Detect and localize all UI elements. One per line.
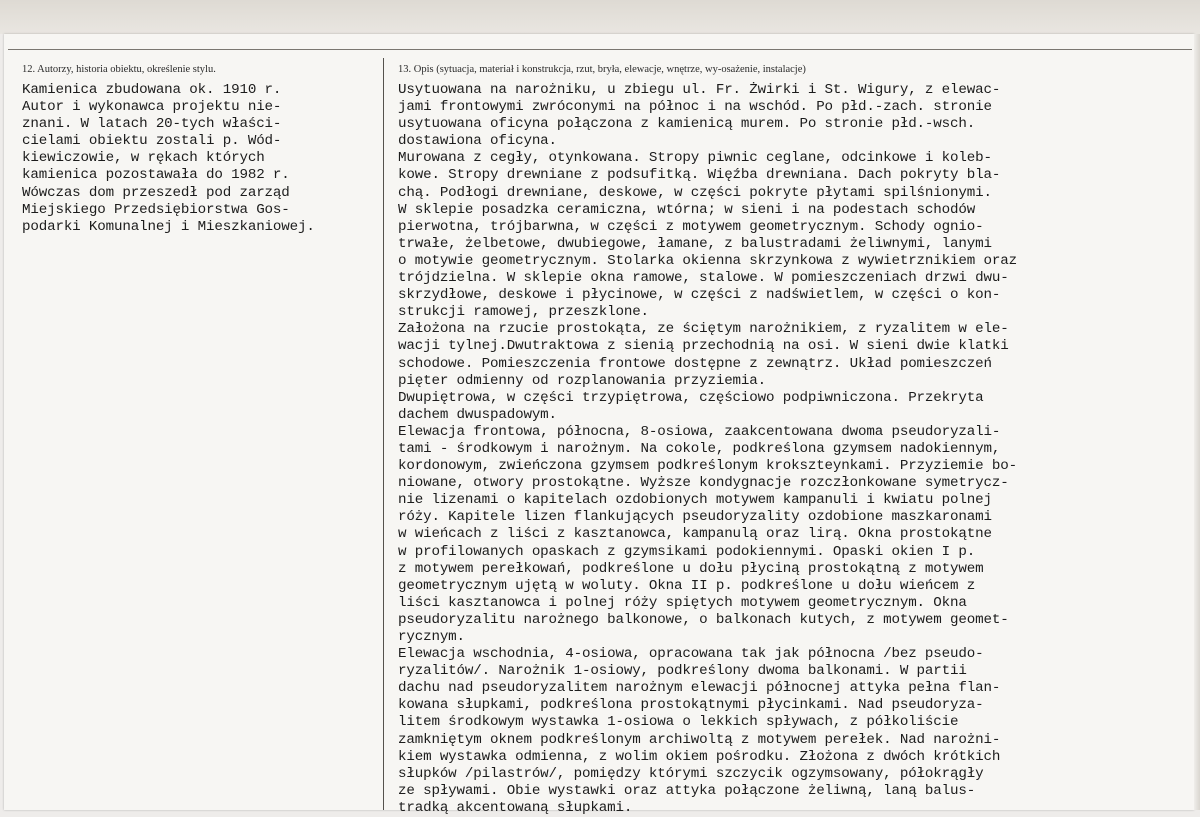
page-top-edge (0, 0, 1200, 34)
section-12-text: Kamienica zbudowana ok. 1910 r. Autor i wykonawca projektu nie- znani. W latach 20-tych właści- cielami obiektu zostali p. Wód- kiewiczowie, w rękach których kamienica pozostawała do 1982 r. Wówczas dom przeszedł pod zarząd Miejskiego Przedsiębiorstwa Gos- podarki Komunalnej i Mieszkaniowej. (22, 82, 315, 235)
section-12-heading: 12. Autorzy, historia obiektu, określenie stylu. (22, 64, 216, 75)
section-13-heading: 13. Opis (sytuacja, materiał i konstrukcja, rzut, bryła, elewacje, wnętrze, wy-osażenie, instalacje) (398, 64, 806, 75)
section-13-text: Usytuowana na narożniku, u zbiegu ul. Fr. Żwirki i St. Wigury, z elewac- jami frontowymi zwróconymi na północ i na wschód. Po płd.-zach. stronie usytuowana oficyna połączona z kamienicą murem. Po stronie płd.-wsch. dostawiona oficyna. Murowana z cegły, otynkowana. Stropy piwnic ceglane, odcinkowe i koleb- kowe. Stropy drewniane z podsufitką. Więźba drewniana. Dach pokryty bla- chą. Podłogi drewniane, deskowe, w części pokryte płytami spilśnionymi. W sklepie posadzka ceramiczna, wtórna; w sieni i na podestach schodów pierwotna, trójbarwna, w części z motywem geometrycznym. Schody ognio- trwałe, żelbetowe, dwubiegowe, łamane, z balustradami żeliwnymi, lanymi o motywie geometrycznym. Stolarka okienna skrzynkowa z wywietrznikiem oraz trójdzielna. W sklepie okna ramowe, stalowe. W pomieszczeniach drzwi dwu- skrzydłowe, deskowe i płycinowe, w części z nadświetlem, w części o kon- strukcji ramowej, przeszklone. Założona na rzucie prostokąta, ze ściętym narożnikiem, z ryzalitem w ele- wacji tylnej.Dwutraktowa z sienią przechodnią na osi. W sieni dwie klatki schodowe. Pomieszczenia frontowe dostępne z zewnątrz. Układ pomieszczeń pięter odmienny od rozplanowania przyziemia. Dwupiętrowa, w części trzypiętrowa, częściowo podpiwniczona. Przekryta dachem dwuspadowym. Elewacja frontowa, północna, 8-osiowa, zaakcentowana dwoma pseudoryzali- tami - środkowym i narożnym. Na cokole, podkreślona gzymsem nadokiennym, kordonowym, zwieńczona gzymsem podkreślonym krokszteynkami. Przyziemie bo- niowane, otwory prostokątne. Wyższe kondygnacje rozczłonkowane symetrycz- nie lizenami o kapitelach ozdobionych motywem kampanuli i kwiatu polnej róży. Kapitele lizen flankujących pseudoryzality ozdobione maszkaronami w wieńcach z liści z kasztanowca, kampanulą oraz lirą. Okna prostokątne w profilowanych opaskach z gzymsikami podokiennymi. Opaski okien I p. z motywem perełkowań, podkreślone u dołu płyciną prostokątną z motywem geometrycznym ujętą w woluty. Okna II p. podkreślone u dołu wieńcem z liści kasztanowca i polnej róży spiętych motywem geometrycznym. Okna pseudoryzalitu narożnego balkonowe, o balkonach kutych, z motywem geomet- rycznym. Elewacja wschodnia, 4-osiowa, opracowana tak jak północna /bez pseudo- ryzalitów/. Narożnik 1-osiowy, podkreślony dwoma balkonami. W partii dachu nad pseudoryzalitem narożnym elewacji północnej attyka pełna flan- kowana słupkami, podkreślona prostokątnymi płycinkami. Nad pseudoryza- litem środkowym wystawka 1-osiowa o lekkich spływach, z półkoliście zamkniętym oknem podkreślonym archiwoltą z motywem perełek. Nad narożni- kiem wystawka odmienna, z wolim okiem pośrodku. Złożona z dwóch krótkich słupków /pilastrów/, pomiędzy którymi szczycik ogzymsowany, półokrągły ze spływami. Obie wystawki oraz attyka połączone żeliwną, laną balus- tradką akcentowaną słupkami. (398, 82, 1017, 816)
column-divider (383, 58, 384, 810)
form-top-rule (8, 49, 1192, 50)
sheet-right-edge (1194, 34, 1200, 810)
